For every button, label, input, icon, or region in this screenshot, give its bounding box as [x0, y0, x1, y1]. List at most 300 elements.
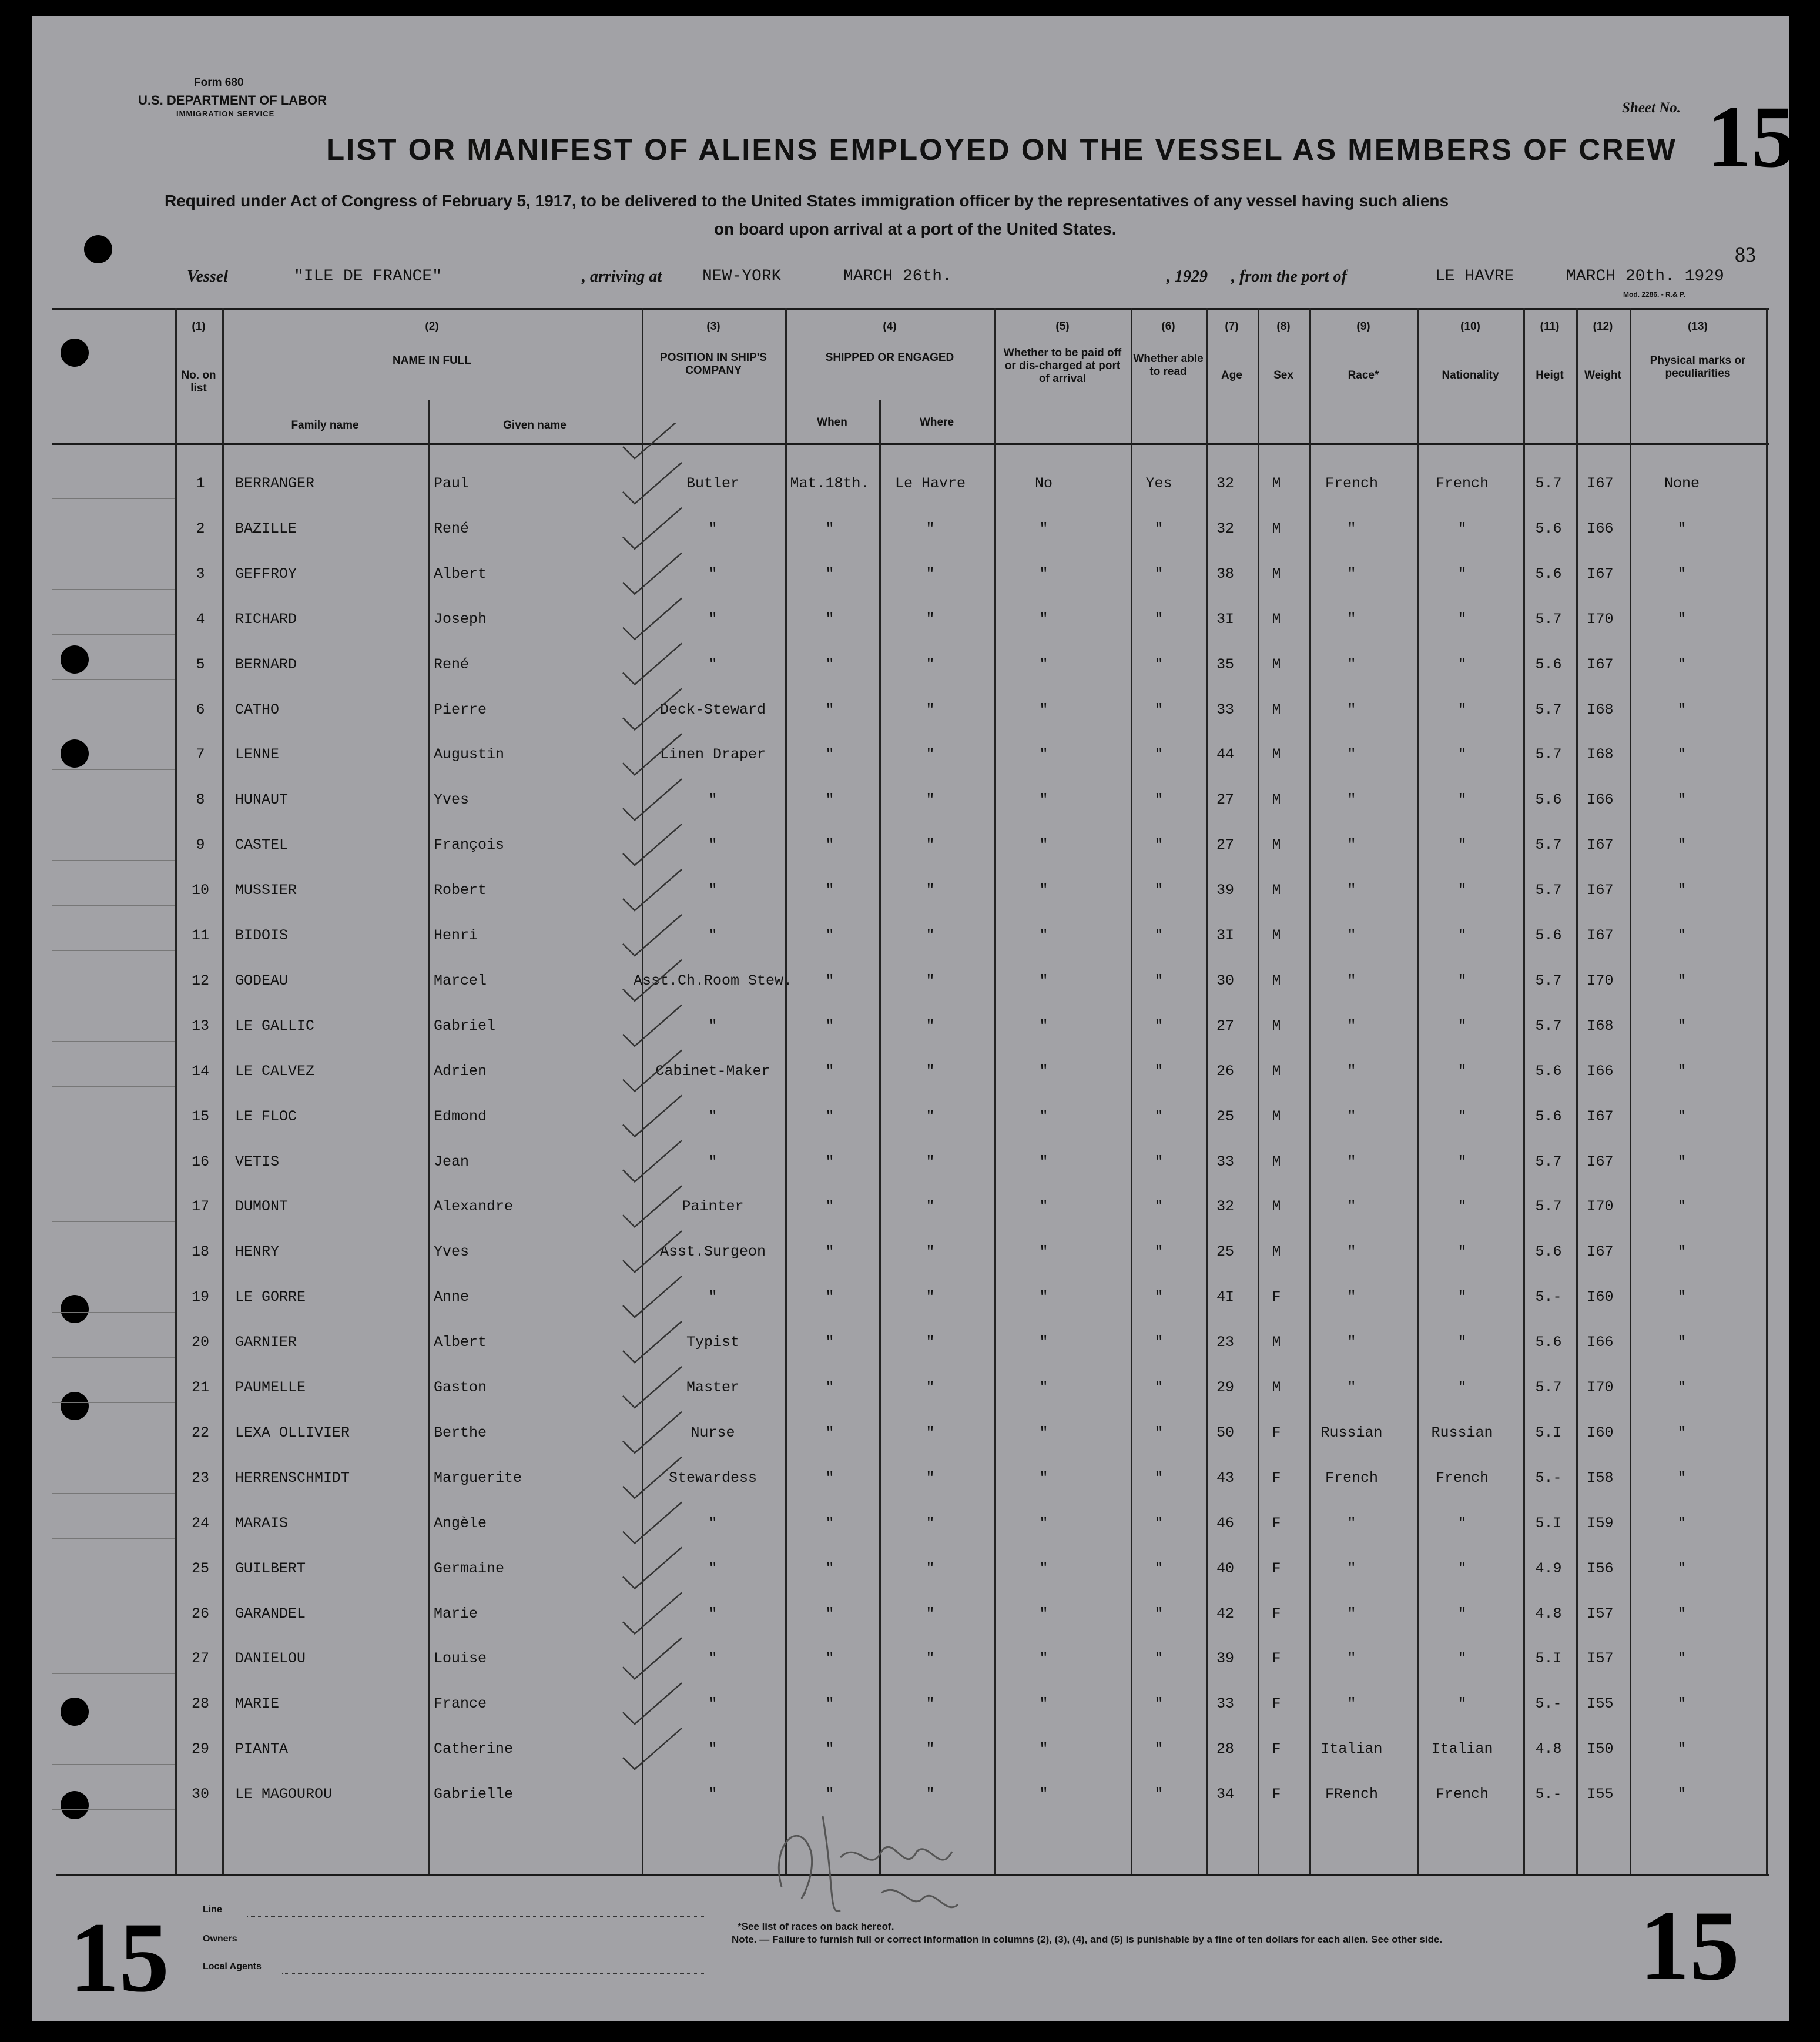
col-7-number: (7) — [1225, 320, 1239, 333]
races-footnote: *See list of races on back hereof. — [738, 1921, 894, 1932]
cell-race: " — [1347, 1288, 1356, 1306]
cell-height: 4.8 — [1535, 1740, 1562, 1758]
cell-position: Asst.Ch.Room Stew. — [633, 972, 793, 989]
cell-position: Deck-Steward — [659, 701, 766, 718]
cell-race: " — [1347, 520, 1356, 537]
cell-age: 34 — [1216, 1786, 1235, 1803]
cell-row-number: 16 — [191, 1153, 210, 1170]
cell-height: 5.7 — [1535, 972, 1562, 989]
binder-hole — [61, 739, 89, 768]
cell-paid-off: " — [1039, 1650, 1048, 1668]
cell-given-name: France — [434, 1695, 487, 1713]
cell-able-to-read: " — [1154, 836, 1164, 854]
cell-physical-marks: " — [1677, 1650, 1687, 1668]
col-8-number: (8) — [1276, 320, 1291, 333]
check-mark — [623, 1231, 682, 1272]
cell-shipped-where: " — [926, 1514, 935, 1532]
col-2a-header: Family name — [291, 419, 359, 431]
cell-row-number: 25 — [191, 1559, 210, 1577]
cell-weight: I66 — [1587, 1334, 1614, 1351]
col-11-number: (11) — [1540, 320, 1560, 333]
cell-able-to-read: " — [1154, 1650, 1164, 1668]
cell-family-name: MARAIS — [235, 1514, 289, 1532]
cell-family-name: VETIS — [235, 1153, 280, 1170]
cell-shipped-when: " — [825, 565, 834, 583]
margin-rule — [52, 905, 175, 906]
cell-row-number: 7 — [196, 746, 205, 764]
cell-weight: I68 — [1587, 701, 1614, 718]
subtitle-line-2: on board upon arrival at a port of the United States. — [714, 220, 1117, 238]
col-13-number: (13) — [1688, 320, 1708, 333]
cell-given-name: Paul — [434, 475, 470, 492]
cell-paid-off: No — [1034, 475, 1053, 492]
cell-height: 5.7 — [1535, 746, 1562, 764]
cell-physical-marks: " — [1677, 701, 1687, 718]
cell-able-to-read: " — [1154, 1062, 1164, 1080]
col-2-header: NAME IN FULL — [392, 354, 472, 367]
cell-nationality: " — [1457, 972, 1467, 989]
cell-shipped-when: " — [825, 882, 834, 899]
cell-sex: F — [1272, 1650, 1281, 1668]
cell-nationality: " — [1457, 746, 1467, 764]
cell-paid-off: " — [1039, 1424, 1048, 1441]
cell-family-name: LENNE — [235, 746, 280, 764]
cell-given-name: Berthe — [434, 1424, 487, 1441]
cell-sex: M — [1272, 1107, 1281, 1125]
cell-weight: I67 — [1587, 1153, 1614, 1170]
cell-sex: F — [1272, 1695, 1281, 1713]
cell-given-name: Robert — [434, 882, 487, 899]
cell-physical-marks: " — [1677, 1424, 1687, 1441]
department-name: U.S. DEPARTMENT OF LABOR — [138, 93, 327, 108]
cell-family-name: BERRANGER — [235, 475, 315, 492]
cell-nationality: " — [1457, 1062, 1467, 1080]
cell-race: " — [1347, 1514, 1356, 1532]
cell-family-name: LE CALVEZ — [235, 1062, 315, 1080]
col-11-header: Heigt — [1536, 369, 1564, 381]
col-divider — [1258, 308, 1259, 1874]
cell-physical-marks: " — [1677, 882, 1687, 899]
cell-weight: I66 — [1587, 791, 1614, 809]
cell-nationality: " — [1457, 565, 1467, 583]
check-mark — [623, 1321, 682, 1363]
cell-height: 5.6 — [1535, 565, 1562, 583]
cell-able-to-read: " — [1154, 746, 1164, 764]
cell-race: French — [1325, 1469, 1379, 1487]
cell-sex: M — [1272, 1334, 1281, 1351]
cell-height: 5.7 — [1535, 1379, 1562, 1396]
cell-age: 27 — [1216, 791, 1235, 809]
cell-shipped-when: " — [825, 1740, 834, 1758]
cell-sex: M — [1272, 927, 1281, 944]
cell-shipped-when: " — [825, 1062, 834, 1080]
cell-race: FRench — [1325, 1786, 1379, 1803]
cell-sex: M — [1272, 520, 1281, 537]
cell-paid-off: " — [1039, 1786, 1048, 1803]
cell-age: 25 — [1216, 1107, 1235, 1125]
year: , 1929 — [1167, 267, 1208, 286]
cell-able-to-read: " — [1154, 1198, 1164, 1216]
departure-port: LE HAVRE — [1435, 267, 1514, 286]
cell-height: 5.- — [1535, 1469, 1562, 1487]
cell-row-number: 20 — [191, 1334, 210, 1351]
cell-paid-off: " — [1039, 565, 1048, 583]
cell-nationality: French — [1435, 1469, 1489, 1487]
cell-row-number: 11 — [191, 927, 210, 944]
cell-shipped-where: " — [926, 1559, 935, 1577]
cell-nationality: " — [1457, 1605, 1467, 1622]
cell-paid-off: " — [1039, 1695, 1048, 1713]
cell-family-name: LE MAGOUROU — [235, 1786, 333, 1803]
cell-nationality: " — [1457, 655, 1467, 673]
cell-weight: I66 — [1587, 520, 1614, 537]
cell-paid-off: " — [1039, 1198, 1048, 1216]
cell-shipped-where: " — [926, 1605, 935, 1622]
cell-shipped-when: " — [825, 701, 834, 718]
check-mark — [623, 1412, 682, 1453]
cell-paid-off: " — [1039, 1740, 1048, 1758]
cell-paid-off: " — [1039, 1605, 1048, 1622]
cell-shipped-when: " — [825, 1379, 834, 1396]
cell-weight: I66 — [1587, 1062, 1614, 1080]
cell-sex: M — [1272, 701, 1281, 718]
cell-family-name: GODEAU — [235, 972, 289, 989]
cell-age: 39 — [1216, 1650, 1235, 1668]
fine-footnote: Note. — Failure to furnish full or correct information in columns (2), (3), (4), and (5) is punishable by a fine of ten dollars for each alien. See other side. — [732, 1934, 1443, 1945]
cell-age: 4I — [1216, 1288, 1235, 1306]
cell-shipped-when: " — [825, 1017, 834, 1035]
cell-age: 26 — [1216, 1062, 1235, 1080]
page-number: 83 — [1735, 243, 1756, 266]
check-mark — [623, 1276, 682, 1317]
binder-hole — [84, 235, 112, 263]
cell-shipped-when: " — [825, 1334, 834, 1351]
cell-sex: M — [1272, 1243, 1281, 1261]
departure-date: MARCH 20th. 1929 — [1566, 267, 1724, 286]
cell-sex: M — [1272, 1062, 1281, 1080]
cell-row-number: 23 — [191, 1469, 210, 1487]
form-number: Form 680 — [194, 76, 244, 89]
cell-shipped-when: Mat.18th. — [790, 475, 870, 492]
binder-hole — [61, 1392, 89, 1420]
cell-shipped-when: " — [825, 746, 834, 764]
cell-family-name: DUMONT — [235, 1198, 289, 1216]
cell-nationality: " — [1457, 1198, 1467, 1216]
cell-paid-off: " — [1039, 882, 1048, 899]
cell-shipped-where: " — [926, 701, 935, 718]
margin-rule — [52, 634, 175, 635]
cell-race: Russian — [1320, 1424, 1383, 1441]
cell-row-number: 15 — [191, 1107, 210, 1125]
cell-able-to-read: " — [1154, 972, 1164, 989]
cell-nationality: " — [1457, 1379, 1467, 1396]
check-mark — [623, 553, 682, 594]
cell-given-name: Joseph — [434, 610, 487, 628]
check-mark — [623, 734, 682, 775]
sheet-number-bottom-left: 15 — [69, 1902, 169, 2013]
cell-row-number: 9 — [196, 836, 205, 854]
cell-row-number: 29 — [191, 1740, 210, 1758]
cell-family-name: RICHARD — [235, 610, 297, 628]
cell-height: 5.6 — [1535, 1243, 1562, 1261]
cell-paid-off: " — [1039, 972, 1048, 989]
cell-race: " — [1347, 927, 1356, 944]
cell-nationality: " — [1457, 1017, 1467, 1035]
margin-rule — [52, 860, 175, 861]
cell-race: " — [1347, 972, 1356, 989]
cell-shipped-when: " — [825, 791, 834, 809]
check-mark — [623, 463, 682, 504]
cell-position: Asst.Surgeon — [659, 1243, 766, 1261]
cell-weight: I50 — [1587, 1740, 1614, 1758]
col-5-header: Whether to be paid off or dis-charged at port of arrival — [1003, 347, 1122, 385]
cell-age: 50 — [1216, 1424, 1235, 1441]
cell-given-name: Louise — [434, 1650, 487, 1668]
cell-able-to-read: " — [1154, 520, 1164, 537]
cell-height: 5.7 — [1535, 882, 1562, 899]
cell-nationality: " — [1457, 1153, 1467, 1170]
cell-able-to-read: " — [1154, 1514, 1164, 1532]
cell-family-name: HENRY — [235, 1243, 280, 1261]
cell-given-name: René — [434, 655, 470, 673]
check-mark — [623, 1683, 682, 1724]
margin-rule — [52, 1673, 175, 1674]
cell-nationality: French — [1435, 1786, 1489, 1803]
cell-height: 5.6 — [1535, 520, 1562, 537]
check-mark — [623, 1140, 682, 1181]
cell-nationality: " — [1457, 791, 1467, 809]
col-divider — [879, 400, 881, 1874]
cell-age: 3I — [1216, 927, 1235, 944]
check-mark — [623, 1367, 682, 1408]
cell-shipped-where: " — [926, 1695, 935, 1713]
cell-height: 5.6 — [1535, 1334, 1562, 1351]
cell-able-to-read: " — [1154, 655, 1164, 673]
cell-age: 29 — [1216, 1379, 1235, 1396]
cell-weight: I67 — [1587, 565, 1614, 583]
cell-age: 3I — [1216, 610, 1235, 628]
cell-physical-marks: " — [1677, 836, 1687, 854]
cell-shipped-when: " — [825, 927, 834, 944]
cell-position: " — [708, 836, 718, 854]
cell-family-name: PAUMELLE — [235, 1379, 306, 1396]
cell-family-name: DANIELOU — [235, 1650, 306, 1668]
cell-paid-off: " — [1039, 1334, 1048, 1351]
margin-rule — [52, 1402, 175, 1403]
check-mark — [623, 915, 682, 956]
cell-able-to-read: " — [1154, 1243, 1164, 1261]
cell-position: " — [708, 927, 718, 944]
cell-row-number: 10 — [191, 882, 210, 899]
cell-height: 5.- — [1535, 1786, 1562, 1803]
cell-weight: I67 — [1587, 836, 1614, 854]
binder-hole — [61, 1791, 89, 1819]
cell-physical-marks: " — [1677, 1153, 1687, 1170]
cell-sex: M — [1272, 836, 1281, 854]
cell-paid-off: " — [1039, 1288, 1048, 1306]
col-12-header: Weight — [1584, 369, 1621, 381]
cell-position: " — [708, 610, 718, 628]
cell-shipped-when: " — [825, 972, 834, 989]
cell-position: " — [708, 1559, 718, 1577]
cell-position: Painter — [682, 1198, 744, 1216]
cell-shipped-where: " — [926, 1062, 935, 1080]
cell-physical-marks: " — [1677, 791, 1687, 809]
cell-physical-marks: " — [1677, 1243, 1687, 1261]
cell-weight: I57 — [1587, 1650, 1614, 1668]
cell-row-number: 2 — [196, 520, 205, 537]
cell-able-to-read: Yes — [1145, 475, 1172, 492]
cell-shipped-where: " — [926, 1288, 935, 1306]
cell-race: " — [1347, 1379, 1356, 1396]
cell-able-to-read: " — [1154, 1334, 1164, 1351]
col-1-number: (1) — [192, 320, 206, 333]
cell-physical-marks: " — [1677, 565, 1687, 583]
cell-physical-marks: " — [1677, 655, 1687, 673]
cell-able-to-read: " — [1154, 927, 1164, 944]
cell-family-name: LEXA OLLIVIER — [235, 1424, 350, 1441]
cell-physical-marks: " — [1677, 1017, 1687, 1035]
signature — [758, 1793, 1005, 1934]
cell-race: " — [1347, 565, 1356, 583]
cell-shipped-when: " — [825, 1786, 834, 1803]
cell-shipped-where: " — [926, 1198, 935, 1216]
cell-family-name: BAZILLE — [235, 520, 297, 537]
cell-shipped-where: " — [926, 791, 935, 809]
cell-row-number: 6 — [196, 701, 205, 718]
cell-age: 43 — [1216, 1469, 1235, 1487]
col-10-header: Nationality — [1442, 369, 1499, 381]
binder-hole — [61, 1698, 89, 1726]
cell-paid-off: " — [1039, 1153, 1048, 1170]
cell-weight: I60 — [1587, 1288, 1614, 1306]
cell-physical-marks: " — [1677, 1695, 1687, 1713]
cell-paid-off: " — [1039, 610, 1048, 628]
cell-family-name: CASTEL — [235, 836, 289, 854]
cell-shipped-where: " — [926, 882, 935, 899]
vessel-name: "ILE DE FRANCE" — [294, 267, 443, 286]
margin-rule — [52, 950, 175, 951]
cell-shipped-where: " — [926, 1650, 935, 1668]
cell-shipped-when: " — [825, 1153, 834, 1170]
cell-given-name: Adrien — [434, 1062, 487, 1080]
cell-physical-marks: " — [1677, 1062, 1687, 1080]
cell-position: " — [708, 1153, 718, 1170]
cell-paid-off: " — [1039, 1243, 1048, 1261]
cell-row-number: 24 — [191, 1514, 210, 1532]
cell-race: " — [1347, 882, 1356, 899]
cell-age: 32 — [1216, 475, 1235, 492]
col-4-header: SHIPPED OR ENGAGED — [825, 352, 954, 364]
check-mark — [623, 869, 682, 910]
margin-rule — [52, 1086, 175, 1087]
cell-sex: M — [1272, 746, 1281, 764]
cell-position: " — [708, 1786, 718, 1803]
cell-height: 5.6 — [1535, 1062, 1562, 1080]
cell-row-number: 26 — [191, 1605, 210, 1622]
cell-nationality: " — [1457, 1243, 1467, 1261]
cell-able-to-read: " — [1154, 610, 1164, 628]
cell-nationality: " — [1457, 701, 1467, 718]
arrival-date: MARCH 26th. — [843, 267, 952, 286]
col-divider — [1417, 308, 1419, 1874]
cell-height: 4.8 — [1535, 1605, 1562, 1622]
cell-weight: I70 — [1587, 610, 1614, 628]
cell-shipped-where: " — [926, 972, 935, 989]
cell-family-name: PIANTA — [235, 1740, 289, 1758]
cell-height: 5.I — [1535, 1514, 1562, 1532]
cell-given-name: Edmond — [434, 1107, 487, 1125]
cell-given-name: Alexandre — [434, 1198, 514, 1216]
check-mark — [623, 1548, 682, 1589]
service-name: IMMIGRATION SERVICE — [176, 109, 275, 118]
cell-given-name: Marie — [434, 1605, 478, 1622]
table-top-border — [52, 308, 1769, 310]
cell-race: " — [1347, 1695, 1356, 1713]
cell-row-number: 12 — [191, 972, 210, 989]
cell-physical-marks: " — [1677, 1288, 1687, 1306]
header-bottom-border — [52, 443, 1769, 445]
arriving-label: , arriving at — [582, 267, 662, 286]
cell-sex: M — [1272, 972, 1281, 989]
cell-shipped-when: " — [825, 1695, 834, 1713]
cell-row-number: 17 — [191, 1198, 210, 1216]
check-mark — [623, 824, 682, 865]
cell-position: " — [708, 1740, 718, 1758]
cell-able-to-read: " — [1154, 701, 1164, 718]
cell-family-name: GUILBERT — [235, 1559, 306, 1577]
cell-shipped-when: " — [825, 520, 834, 537]
cell-given-name: Yves — [434, 791, 470, 809]
cell-nationality: " — [1457, 882, 1467, 899]
cell-position: " — [708, 1650, 718, 1668]
check-mark — [623, 598, 682, 640]
cell-sex: M — [1272, 882, 1281, 899]
col-divider — [1523, 308, 1525, 1874]
cell-position: " — [708, 1695, 718, 1713]
cell-age: 40 — [1216, 1559, 1235, 1577]
cell-race: " — [1347, 836, 1356, 854]
cell-able-to-read: " — [1154, 1424, 1164, 1441]
margin-rule — [52, 1312, 175, 1313]
cell-weight: I70 — [1587, 1198, 1614, 1216]
cell-given-name: Anne — [434, 1288, 470, 1306]
cell-family-name: CATHO — [235, 701, 280, 718]
cell-position: " — [708, 882, 718, 899]
col-divider — [175, 308, 177, 1874]
cell-shipped-where: " — [926, 1786, 935, 1803]
margin-rule — [52, 1357, 175, 1358]
col-divider — [1206, 308, 1208, 1874]
cell-position: " — [708, 1107, 718, 1125]
cell-given-name: François — [434, 836, 505, 854]
cell-weight: I70 — [1587, 1379, 1614, 1396]
cell-race: " — [1347, 701, 1356, 718]
cell-shipped-where: " — [926, 1469, 935, 1487]
cell-physical-marks: " — [1677, 1469, 1687, 1487]
cell-shipped-when: " — [825, 1288, 834, 1306]
cell-race: " — [1347, 1062, 1356, 1080]
cell-row-number: 3 — [196, 565, 205, 583]
cell-given-name: Angèle — [434, 1514, 487, 1532]
cell-weight: I68 — [1587, 1017, 1614, 1035]
cell-able-to-read: " — [1154, 1017, 1164, 1035]
cell-paid-off: " — [1039, 1017, 1048, 1035]
cell-position: Butler — [686, 475, 740, 492]
check-mark — [623, 1592, 682, 1633]
cell-age: 25 — [1216, 1243, 1235, 1261]
cell-age: 35 — [1216, 655, 1235, 673]
